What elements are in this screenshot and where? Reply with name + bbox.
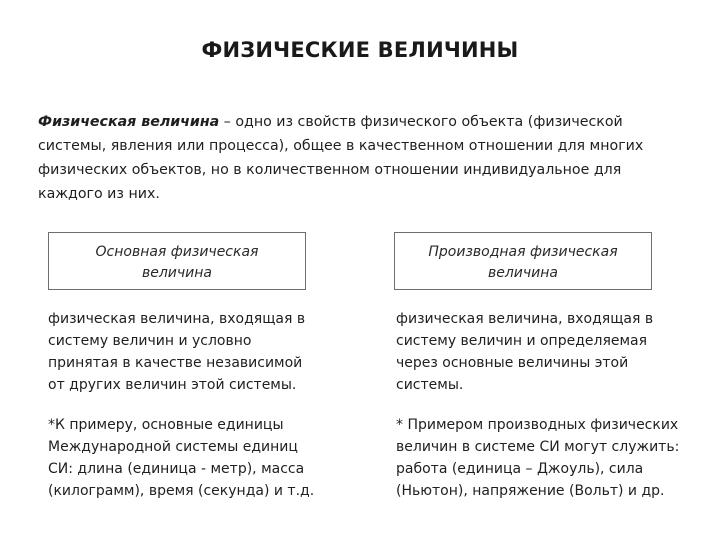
definition-paragraph — [38, 110, 678, 206]
example-line: Международной системы единиц — [48, 439, 298, 455]
derived-quantity-box-line: величина — [487, 265, 558, 281]
description-line: физическая величина, входящая в — [48, 311, 306, 327]
description-line: принятая в качестве независимой — [48, 355, 303, 371]
basic-quantity-box-line: величина — [141, 265, 212, 281]
derived-quantity-example — [396, 414, 679, 502]
description-line: от других величин этой системы. — [48, 377, 297, 393]
definition-text: – одно из свойств физического объекта (физической системы, явления или процесса), общее в качественном отношении для многих физических объектов, но в количественном отношении индивидуальное для каждого из них. — [38, 114, 644, 202]
basic-quantity-description — [48, 308, 305, 396]
definition-term: Физическая величина — [38, 114, 220, 130]
page-title: ФИЗИЧЕСКИЕ ВЕЛИЧИНЫ — [201, 38, 519, 62]
description-line: систему величин и условно — [48, 333, 252, 349]
example-line: СИ: длина (единица - метр), масса — [48, 461, 305, 477]
derived-quantity-description — [396, 308, 653, 396]
example-line: * Примером производных физических — [396, 417, 679, 433]
example-line: *К примеру, основные единицы — [48, 417, 284, 433]
example-line: величин в системе СИ могут служить: — [396, 439, 680, 455]
derived-quantity-box — [394, 232, 652, 290]
basic-quantity-example — [48, 414, 314, 502]
example-line: (килограмм), время (секунда) и т.д. — [48, 483, 315, 499]
example-line: работа (единица – Джоуль), сила — [396, 461, 644, 477]
basic-quantity-box — [48, 232, 306, 290]
derived-quantity-box-line: Производная физическая — [428, 244, 618, 260]
example-line: (Ньютон), напряжение (Вольт) и др. — [396, 483, 665, 499]
description-line: системы. — [396, 377, 464, 393]
basic-quantity-box-line: Основная физическая — [95, 244, 259, 260]
description-line: систему величин и определяемая — [396, 333, 648, 349]
description-line: физическая величина, входящая в — [396, 311, 654, 327]
description-line: через основные величины этой — [396, 355, 629, 371]
